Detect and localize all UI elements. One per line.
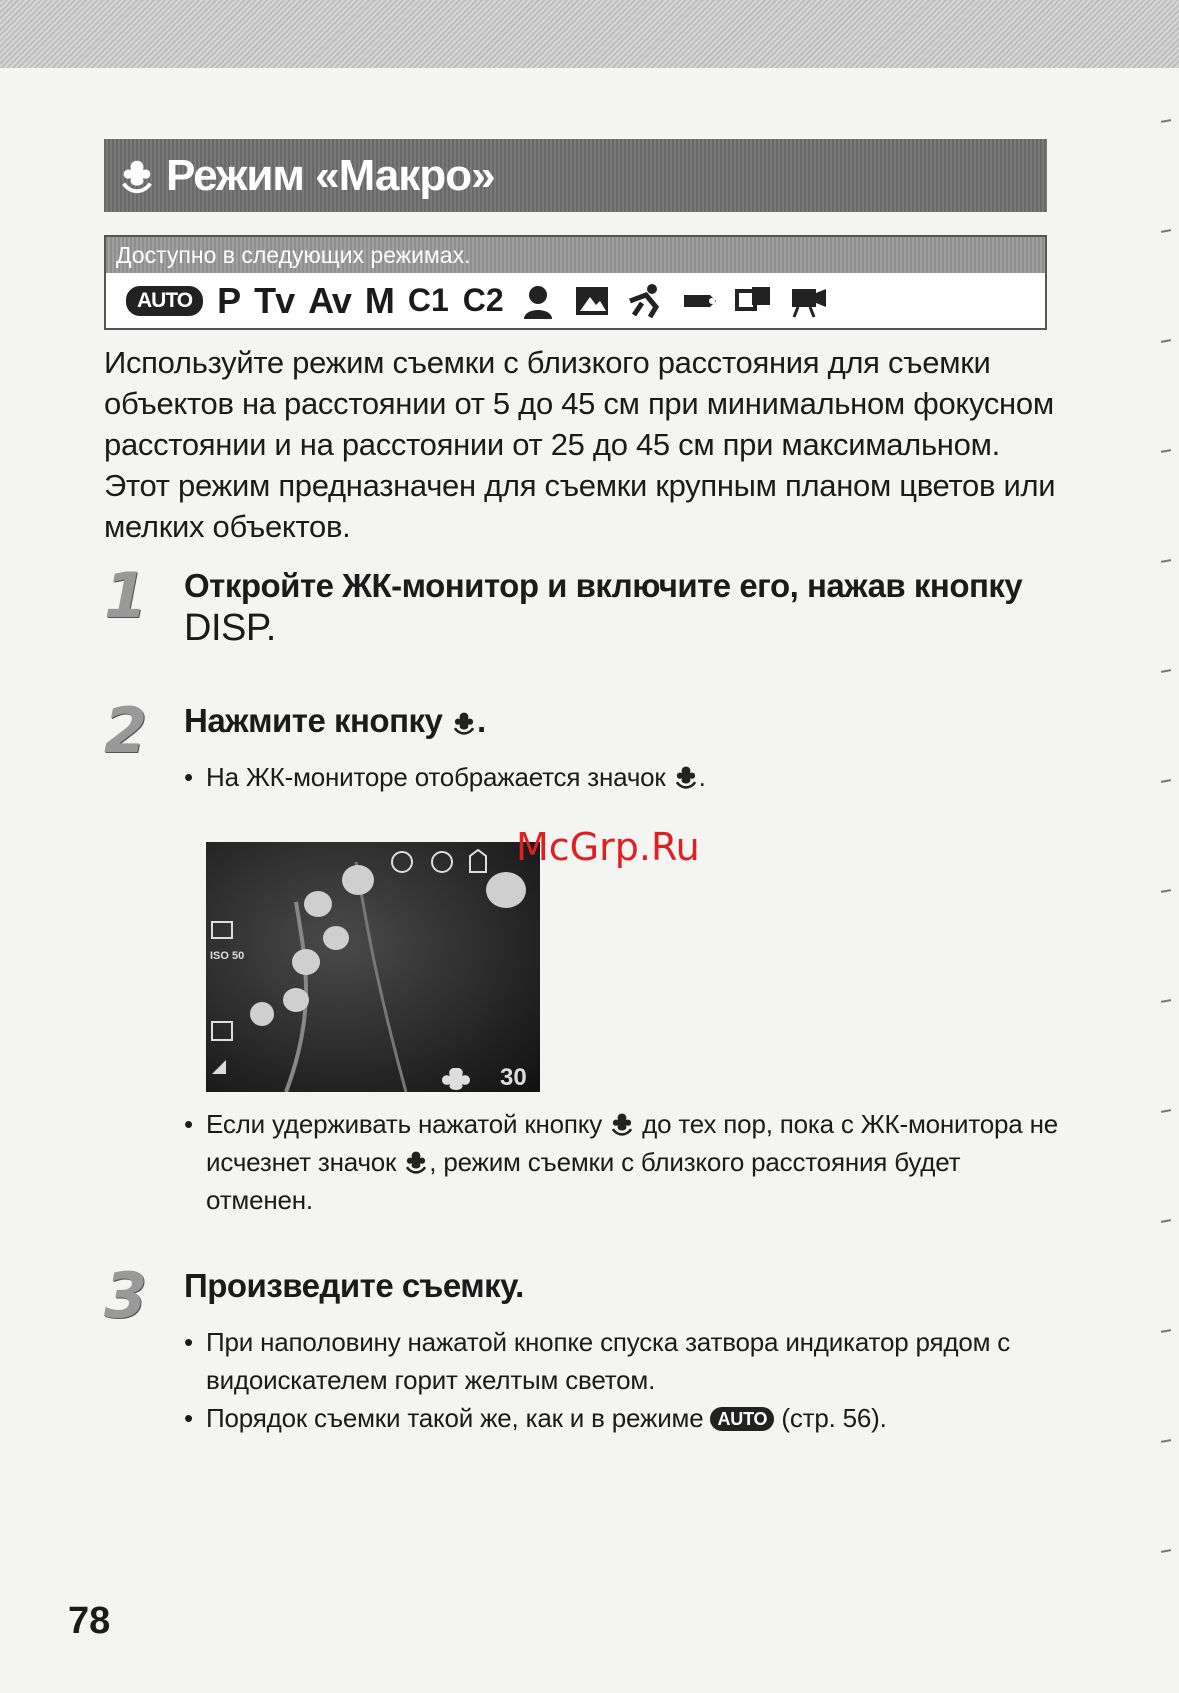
section-title-bar [104,139,1047,212]
flash-off-icon [392,852,412,872]
sports-mode-icon [626,281,666,321]
bullet-text-b: до тех пор, пока с ЖК-монитора не исчезнет значок [206,1109,1059,1177]
mode-auto: AUTO [710,1407,774,1431]
iso-indicator: ISO 50 [210,950,245,962]
stitch-assist-mode-icon [734,281,774,321]
step-title-text: Нажмите кнопку [184,702,443,739]
step-title: Нажмите кнопку . [184,702,486,739]
shots-remaining: 30 [500,1064,527,1091]
available-modes-box [104,235,1047,330]
bullet-text-c: , режим съемки с близкого расстояния будет отменен. [206,1147,961,1215]
step-bullet [184,1323,1064,1399]
macro-flower-icon [609,1111,635,1137]
lcd-screen-illustration [206,842,540,1092]
step-number: 1 [104,559,148,632]
bullet-text-end: . [698,762,706,792]
macro-flower-icon [673,764,699,790]
scan-top-band [0,0,1179,68]
page-edge-marks [1149,100,1171,1650]
bullet-text-a: Порядок съемки такой же, как и в режиме [206,1403,704,1433]
lock-icon [470,850,486,872]
macro-flower-icon [451,710,477,736]
page-title: Режим «Макро» [166,150,495,200]
step-bullet [184,1399,1064,1437]
mode-c1: C1 [407,282,449,318]
movie-mode-icon [788,281,828,321]
night-scene-mode-icon [680,281,720,321]
bullet-text: • При наполовину нажатой кнопке спуска затвора индикатор рядом с видоискателем горит желтым светом. [206,1327,1011,1395]
macro-flower-icon [403,1149,429,1175]
modes-header: Доступно в следующих режимах. [106,237,1045,273]
step-number: 2 [104,694,148,767]
mode-c2: C2 [462,282,504,318]
mode-p: P [217,279,241,321]
intro-paragraph: Используйте режим съемки с близкого расстояния для съемки объектов на расстоянии от 5 до 45 см при минимальном фокусном расстоянии и на расстоянии от 25 до 45 см при максимальном. Этот режим предназначен для съемки крупным планом цветов или мелких объектов. [104,345,1056,544]
step-title-text: Откройте ЖК-монитор и включите его, нажав кнопку [184,567,1023,604]
portrait-mode-icon [518,281,558,321]
red-eye-icon [432,852,452,872]
landscape-mode-icon [572,281,612,321]
mode-auto: AUTO [126,286,203,316]
macro-flower-icon [118,157,156,195]
mode-m: M [364,279,394,321]
bullet-text: На ЖК-мониторе отображается значок [206,762,666,792]
modes-row [106,273,1045,328]
step-bullet [184,758,1064,796]
step-bullet [184,1105,1064,1219]
single-shot-icon [212,922,232,938]
lcd-scene [206,842,540,1092]
step-number: 3 [104,1259,148,1332]
mode-av: Av [308,279,351,321]
watermark: McGrp.Ru [516,825,700,869]
step-title [184,565,1044,650]
bullet-text-a: Если удерживать нажатой кнопку [206,1109,603,1139]
metering-icon [212,1022,232,1040]
bullet-text-b: (стр. 56). [781,1403,887,1433]
page-number: 78 [68,1600,111,1642]
resolution-icon [212,1060,226,1074]
mode-tv: Tv [254,279,295,321]
macro-flower-icon [442,1068,470,1090]
step-title: Произведите съемку. [184,1267,524,1304]
disp-button-label: DISP. [184,607,276,649]
